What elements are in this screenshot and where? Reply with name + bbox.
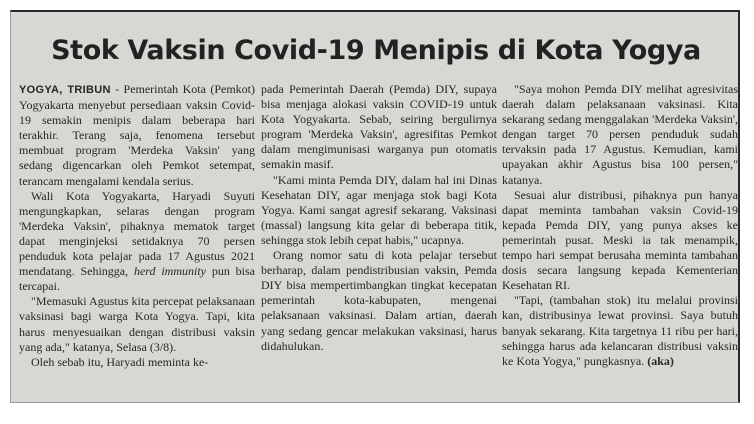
paragraph: "Memasuki Agustus kita percepat pelaksanaan vaksinasi bagi warga Kota Yogya. Tapi, kita harus menyesuaikan dengan distribusi vaksin yang ada," katanya, Selasa (3/8). bbox=[19, 294, 255, 354]
column-1 bbox=[19, 82, 255, 370]
paragraph: Sesuai alur distribusi, pihaknya pun hanya dapat meminta tambahan vaksin Covid-19 kepada Pemda DIY, yang punya akses ke pemerintah pusat. Meski ia tak menampik, tempo hari sempat berusaha meminta tambahan dosis secara langsung kepada Kementerian Kesehatan RI. bbox=[502, 187, 738, 293]
headline: Stok Vaksin Covid-19 Menipis di Kota Yogya bbox=[51, 35, 701, 66]
paragraph bbox=[19, 82, 255, 189]
paragraph bbox=[19, 189, 255, 295]
column-3 bbox=[502, 82, 738, 369]
paragraph: "Saya mohon Pemda DIY melihat agresivitas daerah dalam pelaksanaan vaksinasi. Kita sekarang sedang menggalakan 'Merdeka Vaksin', dengan target 70 persen penduduk sudah tervaksin pada 17 Agustus. Kemudian, kami upayakan akhir Agustus bisa 100 persen," katanya. bbox=[502, 82, 738, 187]
paragraph-text: pun bisa tercapai. bbox=[19, 264, 255, 294]
column-2 bbox=[261, 82, 497, 354]
paragraph: Orang nomor satu di kota pelajar tersebut berharap, dalam pendistribusian vaksin, Pemda DIY bisa mempertimbangkan tingkat kecepatan pemerintah kota-kabupaten, mengenai pelaksanaan vaksinasi. Dalam artian, daerah yang sedang gencar melakukan vaksinasi, harus didahulukan. bbox=[261, 248, 497, 353]
paragraph-text: - Pemerintah Kota (Pemkot) Yogyakarta menyebut persediaan vaksin Covid-19 semakin menipis dalam beberapa hari terakhir. Terang saja, fenomena tersebut membuat program 'Merdeka Vaksin' yang sedang digencarkan oleh Pemkot setempat, terancam mengalami kendala serius. bbox=[19, 82, 255, 188]
paragraph-text: "Tapi, (tambahan stok) itu melalui provinsi kan, distribusinya lewat provinsi. Saya butuh banyak sekarang. Kita targetnya 11 ribu per hari, sehingga harus ada kelancaran distribusi vaksin ke Kota Yogya," pungkasnya. bbox=[502, 293, 738, 368]
paragraph: "Kami minta Pemda DIY, dalam hal ini Dinas Kesehatan DIY, agar menjaga stok bagi Kota Yogya. Kami sangat agresif sekarang. Vaksinasi (massal) langsung kita gelar di beberapa titik, sehingga stok lebih cepat habis," ucapnya. bbox=[261, 172, 497, 247]
paragraph: Oleh sebab itu, Haryadi meminta ke- bbox=[31, 354, 209, 369]
paragraph: pada Pemerintah Daerah (Pemda) DIY, supaya bisa menjaga alokasi vaksin COVID-19 untuk Kota Yogyakarta. Sebab, seiring bergulirnya program 'Merdeka Vaksin', agresifitas Pemkot dalam mengimunisasi warganya pun otomatis semakin masif. bbox=[261, 82, 497, 172]
dateline: YOGYA, TRIBUN bbox=[19, 84, 111, 96]
italic-term: herd immunity bbox=[133, 264, 207, 279]
newspaper-clipping bbox=[10, 10, 740, 403]
paragraph-text: Wali Kota Yogyakarta, Haryadi Suyuti mengungkapkan, selaras dengan program 'Merdeka Vaksin', pihaknya mematok target dapat menginjeksi setidaknya 70 persen penduduk kota pelajar pada 17 Agustus 2021 mendatang. Sehingga, bbox=[19, 188, 255, 279]
paragraph bbox=[502, 293, 738, 368]
author-initials: (aka) bbox=[647, 353, 674, 368]
